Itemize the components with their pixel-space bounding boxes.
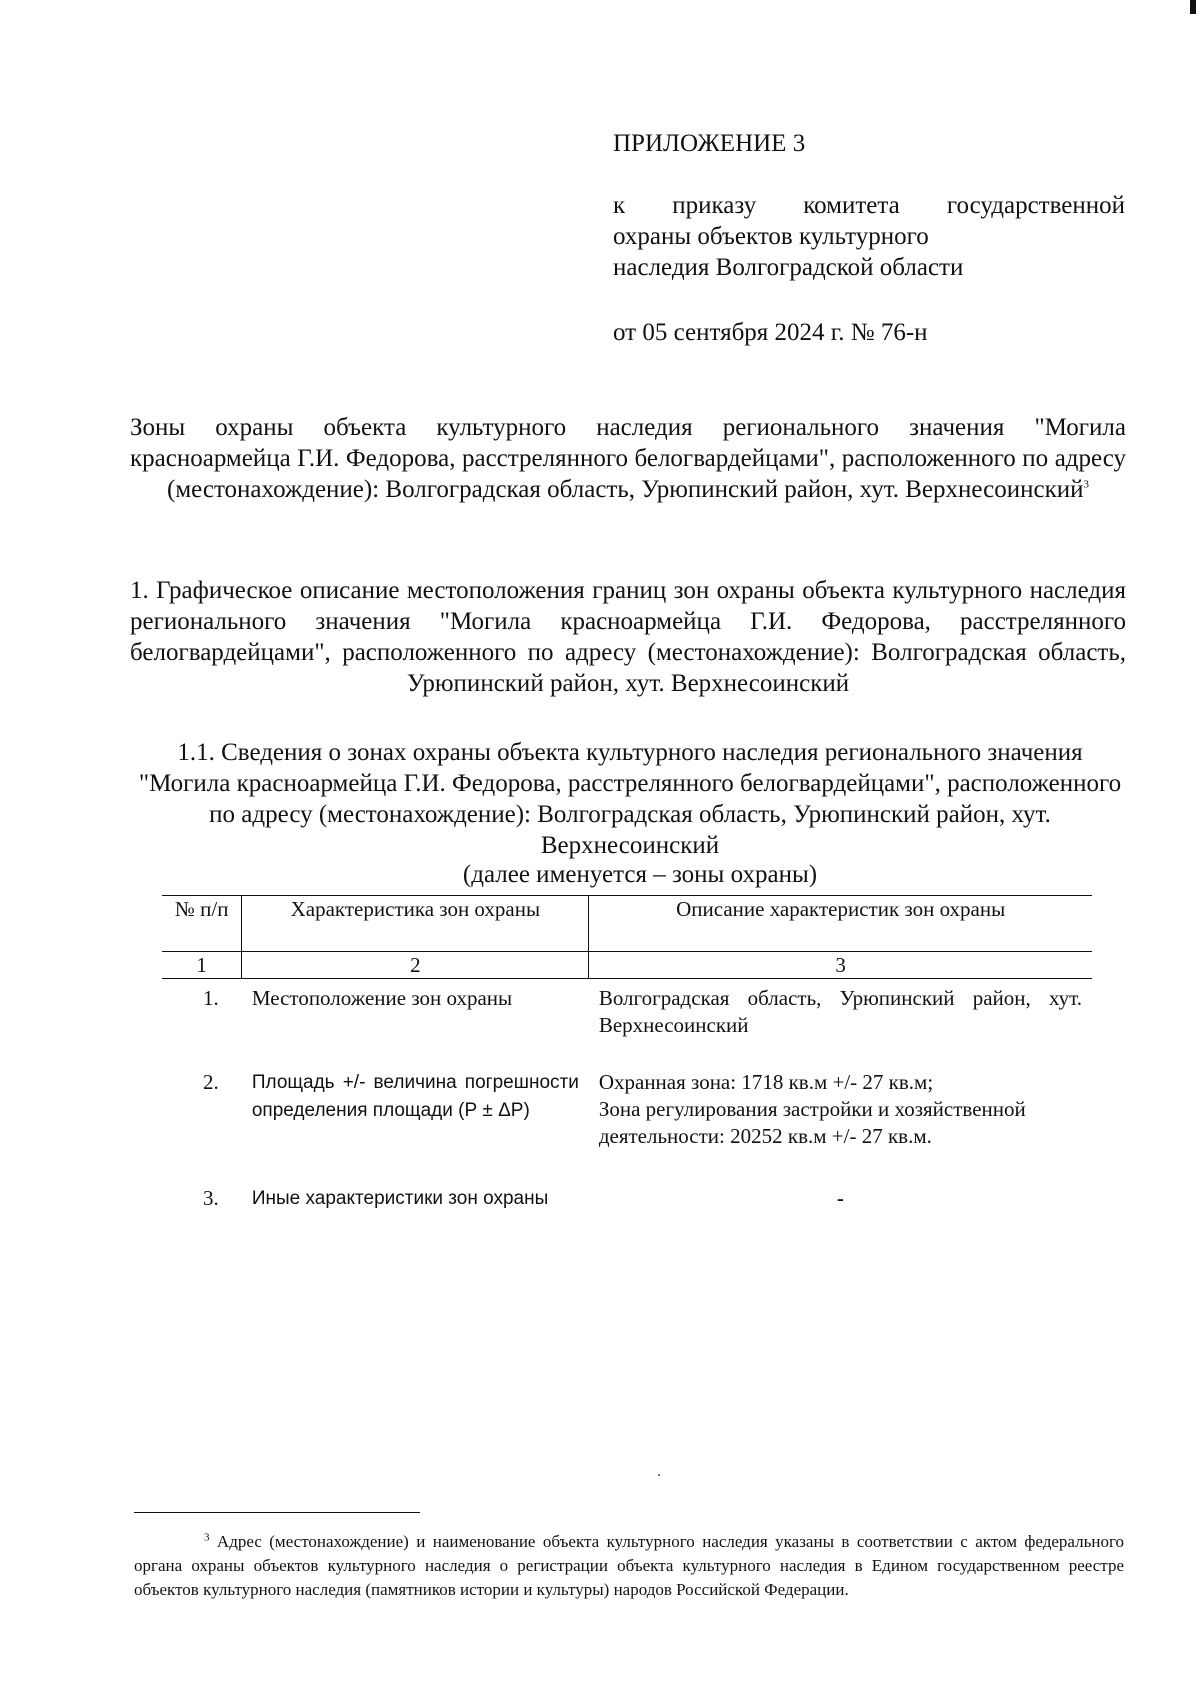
header-characteristic: Характеристика зон охраны xyxy=(242,896,589,952)
scan-dot-artifact xyxy=(658,1474,660,1476)
appendix-order-line-3: наследия Волгоградской области xyxy=(613,254,964,281)
row-characteristic: Иные характеристики зон охраны xyxy=(251,1188,549,1209)
footnote-mark: 3 xyxy=(204,1531,210,1544)
section-1-1-heading: 1.1. Сведения о зонах охраны объекта культурного наследия регионального значения "Могила красноармейца Г.И. Федорова, расстрелянного белогвардейцами", расположенного по адресу (местонахождение): Волгоградская область, Урюпинский район, хут. Верхнесоинский xyxy=(138,739,1122,859)
appendix-date: от 05 сентября 2024 г. № 76-н xyxy=(613,319,928,346)
footnote-reference: 3 xyxy=(1083,478,1089,491)
row-number: 3. xyxy=(203,1186,219,1210)
table-row xyxy=(162,1179,1092,1213)
row-description-line: Охранная зона: 1718 кв.м +/- 27 кв.м; xyxy=(598,1070,934,1094)
document-title xyxy=(130,412,1126,505)
row-characteristic: Площадь +/- величина погрешности определения площади (Р ± ΔР) xyxy=(251,1072,579,1121)
footnote xyxy=(134,1530,1124,1602)
appendix-title: ПРИЛОЖЕНИЕ 3 xyxy=(613,130,806,157)
row-description: - xyxy=(836,1186,844,1210)
footnote-text: Адрес (местонахождение) и наименование объекта культурного наследия указаны в соответствии с актом федерального органа охраны объектов культурного наследия о регистрации объекта культурного наследия в Едином государственном реестре объектов культурного наследия (памятников истории и культуры) народов Российской Федерации. xyxy=(134,1532,1124,1599)
scan-artifact-mark xyxy=(1190,0,1196,14)
footnote-separator xyxy=(134,1512,420,1513)
appendix-order-line-2: охраны объектов культурного xyxy=(613,223,929,250)
row-characteristic: Местоположение зон охраны xyxy=(251,986,513,1010)
row-number: 1. xyxy=(203,986,219,1010)
row-description-line: Волгоградская область, Урюпинский район, хут. Верхнесоинский xyxy=(598,986,1082,1037)
column-number-1: 1 xyxy=(162,952,242,979)
table-row xyxy=(162,1063,1092,1179)
column-number-3: 3 xyxy=(589,952,1092,979)
section-1-heading: 1. Графическое описание местоположения границ зон охраны объекта культурного наследия регионального значения "Могила красноармейца Г.И. Федорова, расстрелянного белогвардейцами", расположенного по адресу (местонахождение): Волгоградская область, Урюпинский район, хут. Верхнесоинский xyxy=(130,577,1126,697)
table-header-row xyxy=(162,896,1092,952)
appendix-order-line-1: к приказу комитета государственной xyxy=(613,192,1125,219)
row-description xyxy=(589,979,1092,1064)
column-number-2: 2 xyxy=(242,952,589,979)
zones-table xyxy=(162,895,1092,1213)
header-description: Описание характеристик зон охраны xyxy=(589,896,1092,952)
header-number: № п/п xyxy=(162,896,242,952)
document-title-text: Зоны охраны объекта культурного наследия регионального значения "Могила красноармейца Г.И. Федорова, расстрелянного белогвардейцами", расположенного по адресу (местонахождение): Волгоградская область, Урюпинский район, хут. Верхнесоинский xyxy=(130,414,1126,503)
row-description xyxy=(589,1063,1092,1179)
section-1-1-note: (далее именуется – зоны охраны) xyxy=(462,861,818,888)
row-description-line: Зона регулирования застройки и хозяйственной деятельности: 20252 кв.м +/- 27 кв.м. xyxy=(598,1097,1026,1148)
table-row xyxy=(162,979,1092,1064)
table-column-numbers-row xyxy=(162,952,1092,979)
row-number: 2. xyxy=(203,1070,219,1094)
appendix-header xyxy=(613,128,1125,348)
